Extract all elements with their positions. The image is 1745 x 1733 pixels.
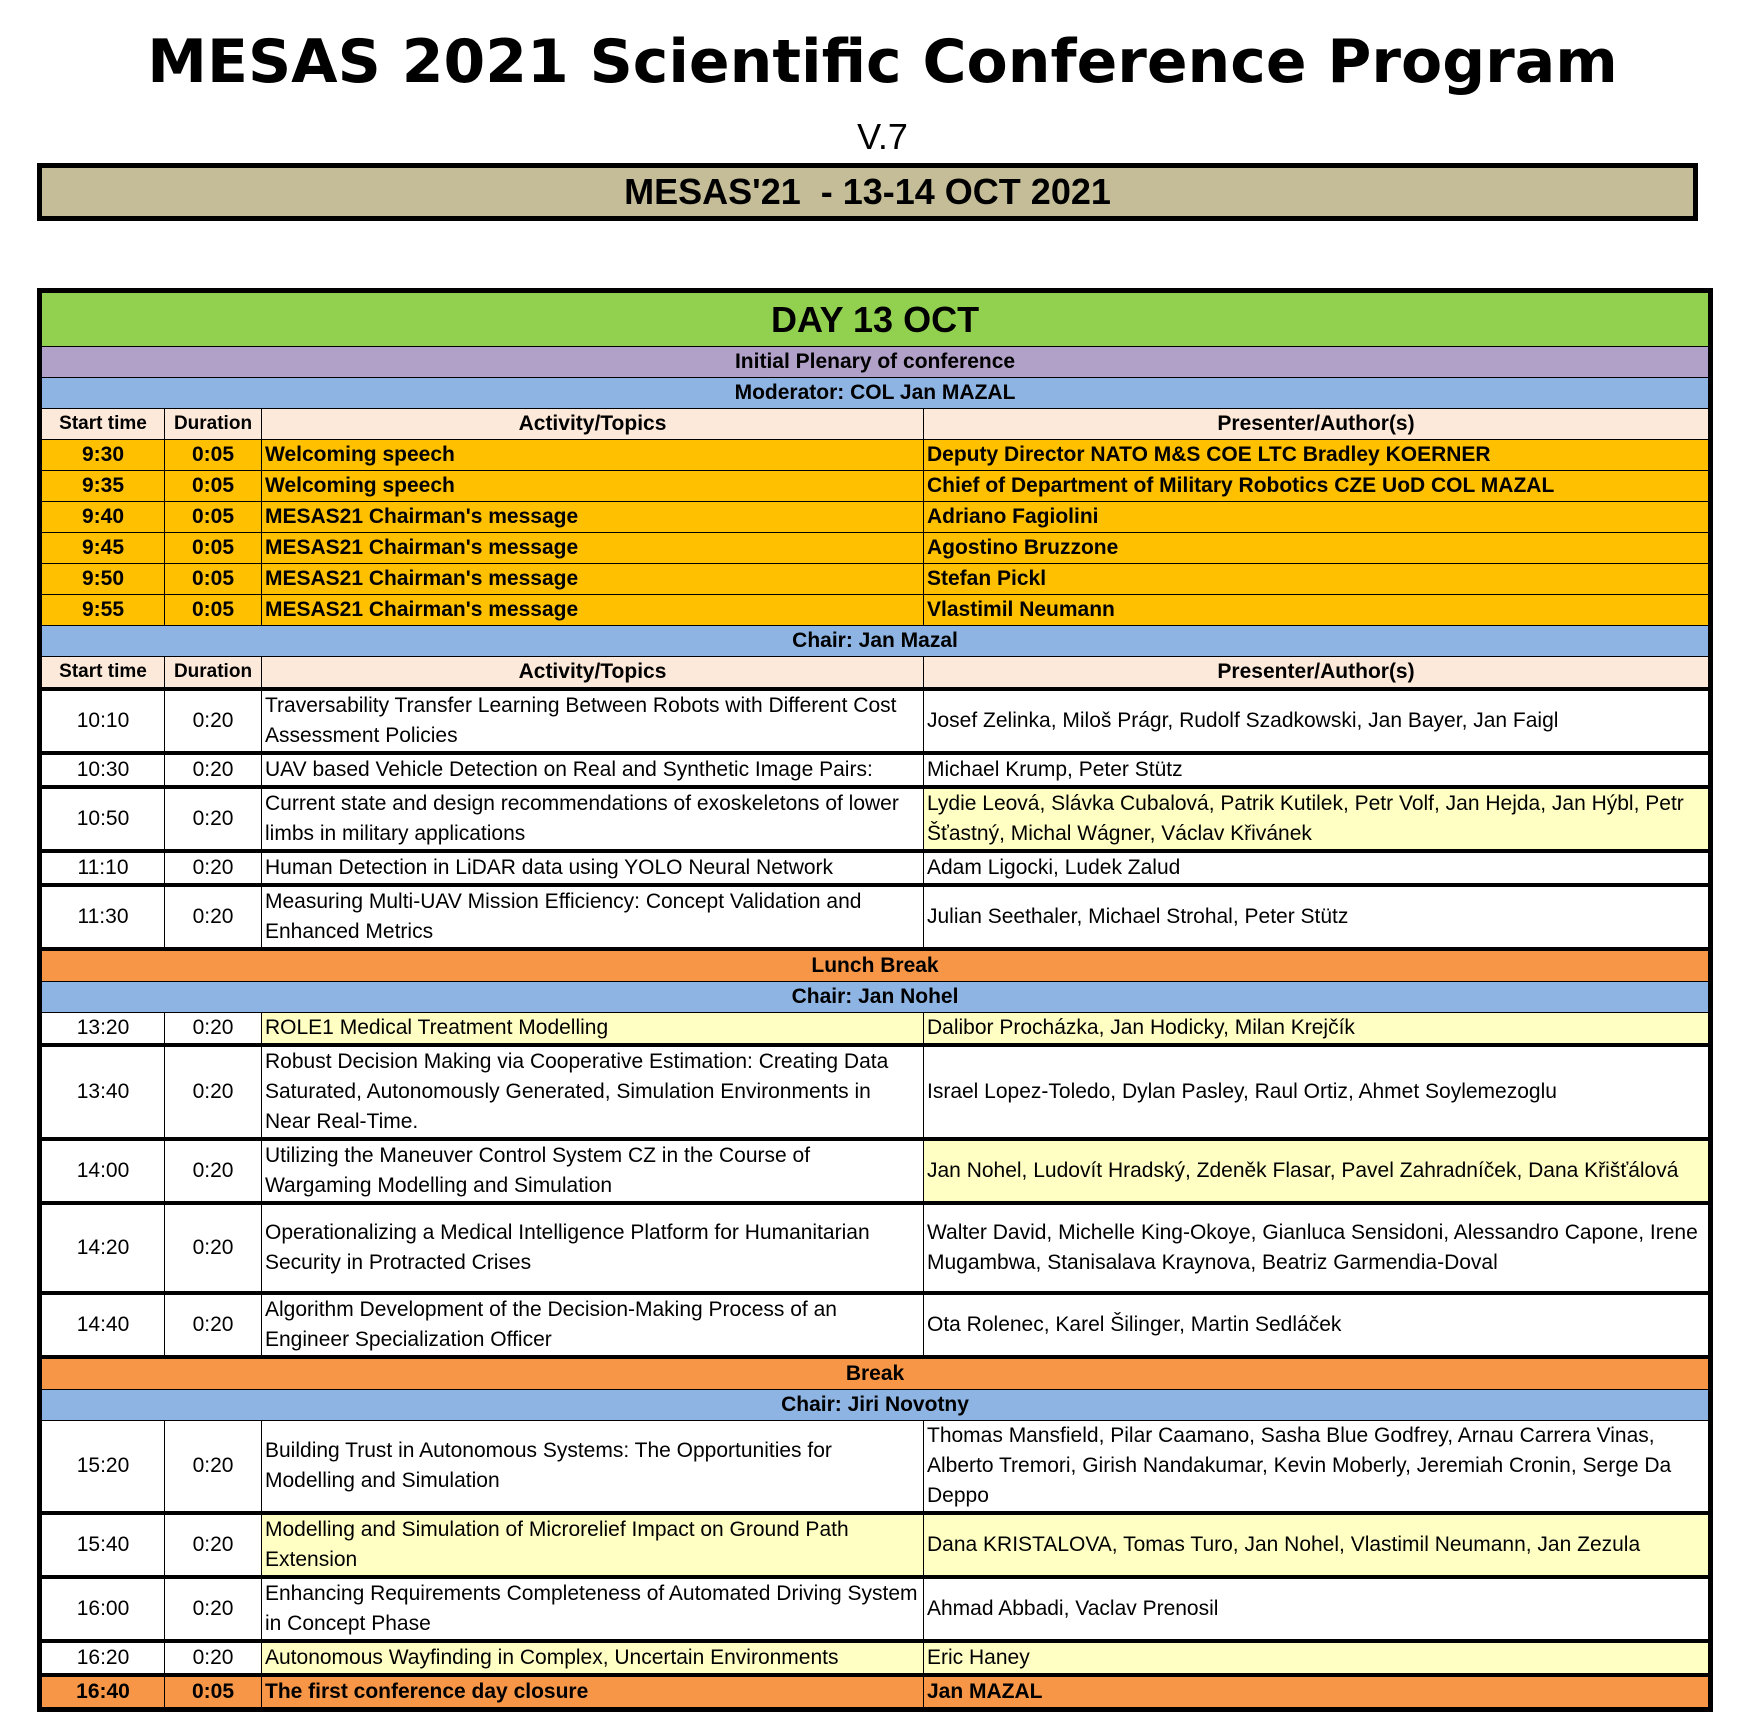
topic-cell: Human Detection in LiDAR data using YOLO Neural Network [262, 851, 924, 885]
duration-cell: 0:20 [165, 1203, 262, 1293]
duration-cell: 0:20 [165, 1513, 262, 1577]
start-time-cell: 9:55 [40, 595, 165, 626]
session3-rows [40, 1421, 1711, 1676]
schedule-row [40, 1577, 1711, 1641]
schedule-row [40, 885, 1711, 949]
topic-cell: Current state and design recommendations of exoskeletons of lower limbs in military applications [262, 787, 924, 851]
chair-label: Chair: Jan Mazal [40, 626, 1711, 657]
start-time-cell: 11:30 [40, 885, 165, 949]
chair-row [40, 982, 1711, 1013]
col-start-time: Start time [40, 409, 165, 440]
topic-cell: Enhancing Requirements Completeness of Automated Driving System in Concept Phase [262, 1577, 924, 1641]
closure-presenter: Jan MAZAL [924, 1675, 1711, 1710]
duration-cell: 0:20 [165, 1013, 262, 1046]
topic-cell: MESAS21 Chairman's message [262, 502, 924, 533]
session1-rows [40, 689, 1711, 949]
presenter-cell: Julian Seethaler, Michael Strohal, Peter Stütz [924, 885, 1711, 949]
topic-cell: ROLE1 Medical Treatment Modelling [262, 1013, 924, 1046]
presenter-cell: Thomas Mansfield, Pilar Caamano, Sasha Blue Godfrey, Arnau Carrera Vinas, Alberto Tremori, Girish Nandakumar, Kevin Moberly, Jeremiah Cronin, Serge Da Deppo [924, 1421, 1711, 1514]
break-row [40, 1357, 1711, 1390]
presenter-cell: Israel Lopez-Toledo, Dylan Pasley, Raul Ortiz, Ahmet Soylemezoglu [924, 1045, 1711, 1139]
duration-cell: 0:05 [165, 595, 262, 626]
duration-cell: 0:20 [165, 851, 262, 885]
duration-cell: 0:05 [165, 471, 262, 502]
presenter-cell: Stefan Pickl [924, 564, 1711, 595]
presenter-cell: Lydie Leová, Slávka Cubalová, Patrik Kutilek, Petr Volf, Jan Hejda, Jan Hýbl, Petr Šťastný, Michal Wágner, Václav Křivánek [924, 787, 1711, 851]
closure-topic: The first conference day closure [262, 1675, 924, 1710]
start-time-cell: 9:35 [40, 471, 165, 502]
day-header-row [40, 291, 1711, 347]
presenter-cell: Michael Krump, Peter Stütz [924, 753, 1711, 787]
col-duration: Duration [165, 657, 262, 690]
duration-cell: 0:20 [165, 1139, 262, 1203]
closure-row [40, 1675, 1711, 1710]
presenter-cell: Dalibor Procházka, Jan Hodicky, Milan Krejčík [924, 1013, 1711, 1046]
chair-row [40, 1390, 1711, 1421]
page-title: MESAS 2021 Scientific Conference Program [147, 27, 1618, 97]
schedule-row [40, 1139, 1711, 1203]
topic-cell: Welcoming speech [262, 440, 924, 471]
presenter-cell: Eric Haney [924, 1641, 1711, 1675]
topic-cell: Utilizing the Maneuver Control System CZ in the Course of Wargaming Modelling and Simulation [262, 1139, 924, 1203]
chair-row [40, 626, 1711, 657]
col-presenter: Presenter/Author(s) [924, 657, 1711, 690]
start-time-cell: 10:30 [40, 753, 165, 787]
presenter-cell: Chief of Department of Military Robotics CZE UoD COL MAZAL [924, 471, 1711, 502]
duration-cell: 0:20 [165, 787, 262, 851]
plenary-row [40, 347, 1711, 378]
moderator-label: Moderator: COL Jan MAZAL [40, 378, 1711, 409]
col-presenter: Presenter/Author(s) [924, 409, 1711, 440]
topic-cell: Traversability Transfer Learning Between Robots with Different Cost Assessment Policies [262, 689, 924, 753]
break-label: Break [40, 1357, 1711, 1390]
lunch-break-label: Lunch Break [40, 949, 1711, 982]
duration-cell: 0:05 [165, 440, 262, 471]
start-time-cell: 14:00 [40, 1139, 165, 1203]
col-activity: Activity/Topics [262, 657, 924, 690]
conference-banner: MESAS'21 - 13-14 OCT 2021 [37, 163, 1698, 221]
presenter-cell: Adam Ligocki, Ludek Zalud [924, 851, 1711, 885]
duration-cell: 0:20 [165, 753, 262, 787]
opening-rows [40, 440, 1711, 626]
schedule-row [40, 471, 1711, 502]
duration-cell: 0:20 [165, 1045, 262, 1139]
presenter-cell: Deputy Director NATO M&S COE LTC Bradley KOERNER [924, 440, 1711, 471]
presenter-cell: Ota Rolenec, Karel Šilinger, Martin Sedláček [924, 1293, 1711, 1357]
col-duration: Duration [165, 409, 262, 440]
presenter-cell: Adriano Fagiolini [924, 502, 1711, 533]
start-time-cell: 9:45 [40, 533, 165, 564]
schedule-row [40, 1203, 1711, 1293]
start-time-cell: 16:00 [40, 1577, 165, 1641]
start-time-cell: 11:10 [40, 851, 165, 885]
start-time-cell: 13:40 [40, 1045, 165, 1139]
start-time-cell: 15:40 [40, 1513, 165, 1577]
topic-cell: Autonomous Wayfinding in Complex, Uncertain Environments [262, 1641, 924, 1675]
lunch-break-row [40, 949, 1711, 982]
start-time-cell: 10:50 [40, 787, 165, 851]
topic-cell: UAV based Vehicle Detection on Real and Synthetic Image Pairs: [262, 753, 924, 787]
session2-rows [40, 1013, 1711, 1358]
topic-cell: MESAS21 Chairman's message [262, 564, 924, 595]
version-label: V.7 [857, 116, 908, 157]
schedule-row [40, 1045, 1711, 1139]
start-time-cell: 16:20 [40, 1641, 165, 1675]
moderator-row [40, 378, 1711, 409]
col-start-time: Start time [40, 657, 165, 690]
schedule-row [40, 502, 1711, 533]
duration-cell: 0:05 [165, 502, 262, 533]
presenter-cell: Ahmad Abbadi, Vaclav Prenosil [924, 1577, 1711, 1641]
schedule-row [40, 851, 1711, 885]
schedule-row [40, 1641, 1711, 1675]
program-table [37, 288, 1713, 1712]
presenter-cell: Dana KRISTALOVA, Tomas Turo, Jan Nohel, Vlastimil Neumann, Jan Zezula [924, 1513, 1711, 1577]
column-header-row [40, 409, 1711, 440]
schedule-row [40, 1421, 1711, 1514]
schedule-row [40, 1513, 1711, 1577]
start-time-cell: 15:20 [40, 1421, 165, 1514]
chair-label: Chair: Jan Nohel [40, 982, 1711, 1013]
presenter-cell: Walter David, Michelle King-Okoye, Gianluca Sensidoni, Alessandro Capone, Irene Mugambwa, Stanisalava Kraynova, Beatriz Garmendia-Doval [924, 1203, 1711, 1293]
duration-cell: 0:05 [165, 533, 262, 564]
schedule-row [40, 440, 1711, 471]
schedule-row [40, 533, 1711, 564]
topic-cell: Robust Decision Making via Cooperative Estimation: Creating Data Saturated, Autonomously Generated, Simulation Environments in Near Real-Time. [262, 1045, 924, 1139]
start-time-cell: 14:20 [40, 1203, 165, 1293]
topic-cell: MESAS21 Chairman's message [262, 533, 924, 564]
topic-cell: Operationalizing a Medical Intelligence Platform for Humanitarian Security in Protracted Crises [262, 1203, 924, 1293]
start-time-cell: 9:40 [40, 502, 165, 533]
chair-label: Chair: Jiri Novotny [40, 1390, 1711, 1421]
duration-cell: 0:20 [165, 1293, 262, 1357]
duration-cell: 0:20 [165, 689, 262, 753]
schedule-row [40, 595, 1711, 626]
start-time-cell: 10:10 [40, 689, 165, 753]
topic-cell: Welcoming speech [262, 471, 924, 502]
start-time-cell: 13:20 [40, 1013, 165, 1046]
schedule-row [40, 689, 1711, 753]
schedule-row [40, 753, 1711, 787]
start-time-cell: 14:40 [40, 1293, 165, 1357]
column-header-row [40, 657, 1711, 690]
topic-cell: Building Trust in Autonomous Systems: The Opportunities for Modelling and Simulation [262, 1421, 924, 1514]
duration-cell: 0:05 [165, 564, 262, 595]
presenter-cell: Josef Zelinka, Miloš Prágr, Rudolf Szadkowski, Jan Bayer, Jan Faigl [924, 689, 1711, 753]
schedule-row [40, 564, 1711, 595]
schedule-row [40, 1013, 1711, 1046]
presenter-cell: Jan Nohel, Ludovít Hradský, Zdeněk Flasar, Pavel Zahradníček, Dana Křišťálová [924, 1139, 1711, 1203]
start-time-cell: 9:30 [40, 440, 165, 471]
col-activity: Activity/Topics [262, 409, 924, 440]
start-time-cell: 9:50 [40, 564, 165, 595]
schedule-row [40, 787, 1711, 851]
topic-cell: Algorithm Development of the Decision-Making Process of an Engineer Specialization Officer [262, 1293, 924, 1357]
duration-cell: 0:20 [165, 1641, 262, 1675]
topic-cell: Modelling and Simulation of Microrelief Impact on Ground Path Extension [262, 1513, 924, 1577]
schedule-row [40, 1293, 1711, 1357]
presenter-cell: Agostino Bruzzone [924, 533, 1711, 564]
day-title: DAY 13 OCT [40, 291, 1711, 347]
duration-cell: 0:20 [165, 885, 262, 949]
closure-duration: 0:05 [165, 1675, 262, 1710]
topic-cell: MESAS21 Chairman's message [262, 595, 924, 626]
closure-time: 16:40 [40, 1675, 165, 1710]
plenary-title: Initial Plenary of conference [40, 347, 1711, 378]
presenter-cell: Vlastimil Neumann [924, 595, 1711, 626]
duration-cell: 0:20 [165, 1577, 262, 1641]
duration-cell: 0:20 [165, 1421, 262, 1514]
topic-cell: Measuring Multi-UAV Mission Efficiency: Concept Validation and Enhanced Metrics [262, 885, 924, 949]
